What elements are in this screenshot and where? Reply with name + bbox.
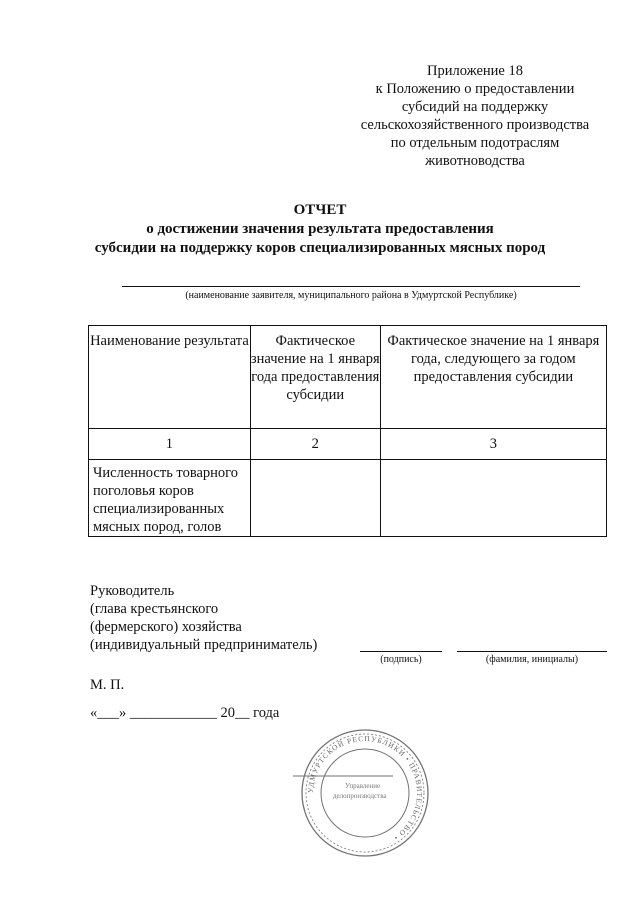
appendix-line: животноводства bbox=[425, 153, 525, 169]
signer-line: (индивидуальный предприниматель) bbox=[90, 637, 318, 653]
report-table bbox=[88, 325, 607, 537]
stamp-ring-text: УДМУРТСКОЙ РЕСПУБЛИКИ • ПРАВИТЕЛЬСТВО • bbox=[305, 733, 425, 843]
header-cell: Фактическое значение на 1 января года, следующего за годом предоставления субсидии bbox=[380, 326, 606, 429]
result-name-cell: Численность товарного поголовья коров специализированных мясных пород, голов bbox=[89, 460, 251, 537]
appendix-line: сельскохозяйственного производства bbox=[360, 117, 590, 133]
seal-place-label: М. П. bbox=[90, 677, 125, 693]
signer-block bbox=[90, 582, 317, 654]
title-line: субсидии на поддержку коров специализированных мясных пород bbox=[94, 240, 546, 256]
value-cell bbox=[380, 460, 606, 537]
table-number-row bbox=[89, 429, 607, 460]
document-title bbox=[0, 201, 640, 258]
stamp bbox=[293, 728, 438, 863]
name-line bbox=[457, 651, 607, 652]
signer-line: (глава крестьянского bbox=[90, 601, 219, 617]
applicant-caption: (наименование заявителя, муниципального района в Удмуртской Республике) bbox=[185, 290, 517, 301]
applicant-name-line bbox=[122, 286, 580, 287]
appendix-block bbox=[350, 62, 600, 170]
name-caption: (фамилия, инициалы) bbox=[485, 654, 579, 665]
stamp-inner-text: Управление bbox=[345, 782, 381, 790]
column-number: 1 bbox=[89, 429, 251, 460]
title-line: о достижении значения результата предоставления bbox=[146, 221, 494, 237]
table-row bbox=[89, 460, 607, 537]
appendix-line: к Положению о предоставлении bbox=[375, 81, 575, 97]
signature-line bbox=[360, 651, 442, 652]
stamp-inner-text: делопроизводства bbox=[333, 792, 387, 800]
appendix-line: субсидий на поддержку bbox=[401, 99, 549, 115]
appendix-line: по отдельным подотраслям bbox=[390, 135, 560, 151]
table-header-row bbox=[89, 326, 607, 429]
title-heading: ОТЧЕТ bbox=[293, 202, 347, 218]
header-cell: Фактическое значение на 1 января года предоставления субсидии bbox=[250, 326, 380, 429]
value-cell bbox=[250, 460, 380, 537]
column-number: 2 bbox=[250, 429, 380, 460]
stamp-icon bbox=[293, 728, 438, 858]
signature-caption: (подпись) bbox=[380, 654, 422, 665]
signer-line: (фермерского) хозяйства bbox=[90, 619, 242, 635]
appendix-line: Приложение 18 bbox=[427, 63, 523, 79]
header-cell: Наименование результата bbox=[89, 326, 251, 429]
date-line: «___» ____________ 20__ года bbox=[90, 705, 280, 721]
signer-line: Руководитель bbox=[90, 583, 175, 599]
column-number: 3 bbox=[380, 429, 606, 460]
